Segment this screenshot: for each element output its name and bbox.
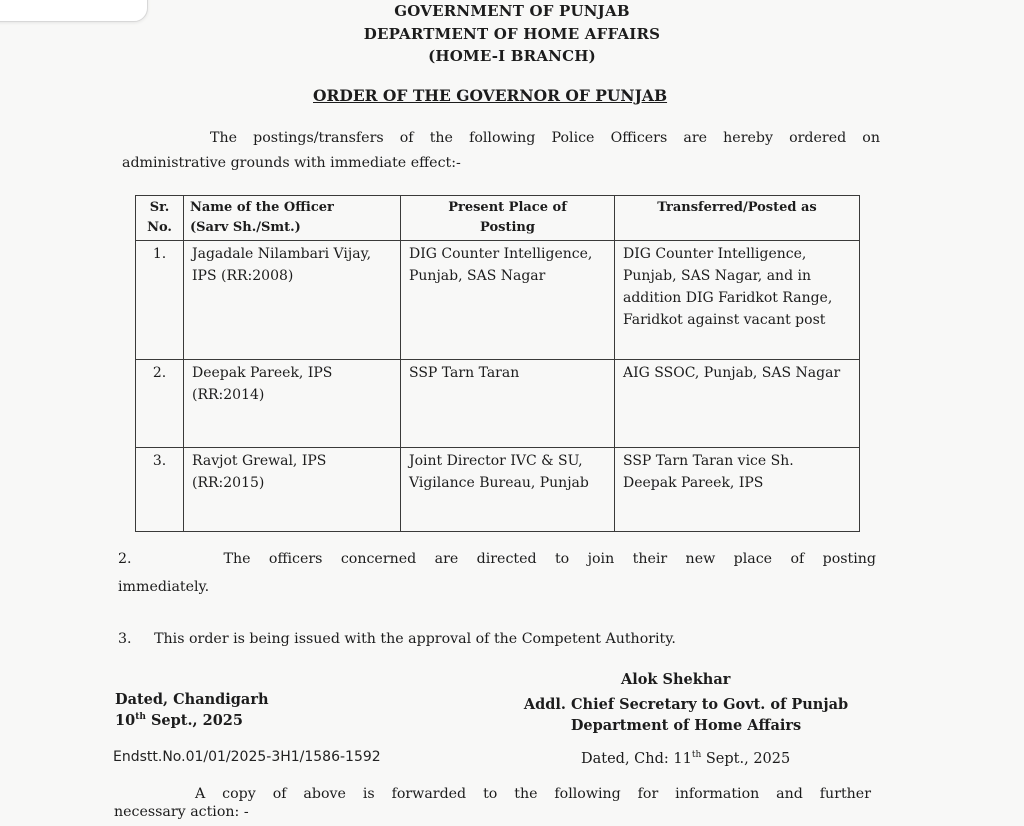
row-transferred-as: DIG Counter Intelligence, Punjab, SAS Nagar, and in addition DIG Faridkot Range, Faridkot against vacant post <box>615 241 860 360</box>
row-transferred-as: AIG SSOC, Punjab, SAS Nagar <box>615 360 860 448</box>
endorsement-number: Endstt.No.01/01/2025-3H1/1586-1592 <box>113 749 381 765</box>
endorsement-date: Dated, Chd: 11th Sept., 2025 <box>581 750 791 767</box>
para-2-line-1: 2. The officers concerned are directed to join their new place of posting <box>118 551 876 567</box>
para-3: 3. This order is being issued with the approval of the Competent Authority. <box>118 631 676 647</box>
signatory-title-1: Addl. Chief Secretary to Govt. of Punjab <box>523 696 849 713</box>
intro-line-1: The postings/transfers of the following Police Officers are hereby ordered on <box>210 130 880 146</box>
table-row <box>136 360 860 448</box>
postings-table <box>135 195 860 532</box>
table-header-row <box>136 196 860 241</box>
signatory-designation <box>501 694 871 736</box>
header-branch: (HOME-I BRANCH) <box>428 47 596 65</box>
row-officer-name: Deepak Pareek, IPS (RR:2014) <box>184 360 401 448</box>
header-sr-no: Sr. No. <box>136 196 184 241</box>
row-sr-no: 3. <box>136 448 184 532</box>
signatory-name: Alok Shekhar <box>621 671 731 688</box>
intro-line-2: administrative grounds with immediate effect:- <box>122 155 461 171</box>
header-present-posting: Present Place of Posting <box>401 196 615 241</box>
header-transferred-as: Transferred/Posted as <box>615 196 860 241</box>
copy-line-2: necessary action: - <box>114 804 249 820</box>
row-officer-name: Jagadale Nilambari Vijay, IPS (RR:2008) <box>184 241 401 360</box>
header-officer-name: Name of the Officer (Sarv Sh./Smt.) <box>184 196 401 241</box>
dated-place: Dated, Chandigarh <box>115 691 269 708</box>
signatory-title-2: Department of Home Affairs <box>570 717 802 734</box>
header-government: GOVERNMENT OF PUNJAB <box>394 2 630 20</box>
dated-block <box>115 689 269 731</box>
row-present-posting: DIG Counter Intelligence, Punjab, SAS Nagar <box>401 241 615 360</box>
row-officer-name: Ravjot Grewal, IPS (RR:2015) <box>184 448 401 532</box>
row-present-posting: SSP Tarn Taran <box>401 360 615 448</box>
order-title: ORDER OF THE GOVERNOR OF PUNJAB <box>313 86 668 105</box>
dated-date: 10th Sept., 2025 <box>115 712 243 729</box>
table-row <box>136 448 860 532</box>
row-sr-no: 2. <box>136 360 184 448</box>
copy-line-1: A copy of above is forwarded to the following for information and further <box>195 786 871 802</box>
row-sr-no: 1. <box>136 241 184 360</box>
table-row <box>136 241 860 360</box>
row-transferred-as: SSP Tarn Taran vice Sh. Deepak Pareek, IPS <box>615 448 860 532</box>
header-department: DEPARTMENT OF HOME AFFAIRS <box>363 25 661 43</box>
para-2-line-2: immediately. <box>118 579 210 595</box>
row-present-posting: Joint Director IVC & SU, Vigilance Bureau, Punjab <box>401 448 615 532</box>
